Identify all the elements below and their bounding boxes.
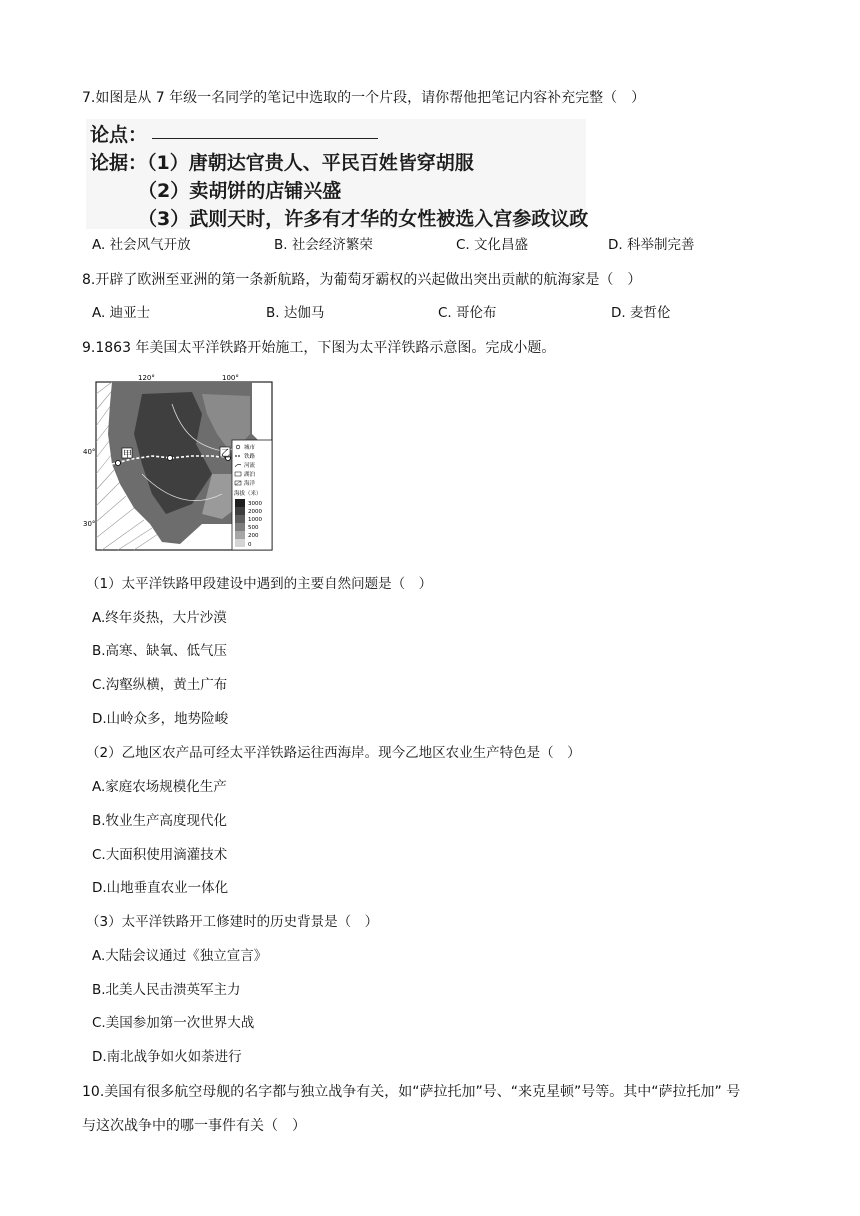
lat-label: 40° xyxy=(83,448,96,456)
q7-options xyxy=(92,236,792,254)
q9-sub2-option-b[interactable]: B.牧业生产高度现代化 xyxy=(92,813,228,829)
q9-sub3-option-a[interactable]: A.大陆会议通过《独立宣言》 xyxy=(92,948,268,964)
q10-stem-line2: 与这次战争中的哪一事件有关（ ） xyxy=(82,1118,306,1134)
q7-note-image xyxy=(86,119,589,230)
q8-options xyxy=(92,304,792,322)
note-evidence-2: （2）卖胡饼的店铺兴盛 xyxy=(138,180,342,202)
city-marker xyxy=(116,461,121,466)
q7-option-c[interactable]: C. 文化昌盛 xyxy=(456,237,529,253)
q8-option-a[interactable]: A. 迪亚士 xyxy=(92,305,151,321)
note-evidence-3: （3）武则天时，许多有才华的女性被选入宫参政议政 xyxy=(138,208,589,230)
note-blank-line xyxy=(152,138,378,139)
q9-sub2-option-d[interactable]: D.山地垂直农业一体化 xyxy=(92,880,229,896)
pacific-railroad-map xyxy=(82,374,278,554)
legend-railroad: 铁路 xyxy=(244,454,256,460)
q9-sub3-option-c[interactable]: C.美国参加第一次世界大战 xyxy=(92,1015,255,1031)
q9-stem: 9.1863 年美国太平洋铁路开始施工，下图为太平洋铁路示意图。完成小题。 xyxy=(82,340,556,356)
q9-sub1-option-a[interactable]: A.终年炎热，大片沙漠 xyxy=(92,610,227,626)
legend-river: 河流 xyxy=(244,463,256,469)
q10-stem-line1: 10.美国有很多航空母舰的名字都与独立战争有关，如“萨拉托加”号、“来克星顿”号等。其中“萨拉托加” 号 xyxy=(82,1084,741,1100)
lon-label: 100° xyxy=(222,374,239,382)
q9-sub1-option-b[interactable]: B.高寒、缺氧、低气压 xyxy=(92,643,228,659)
elevation-tick: 3000 xyxy=(248,501,262,507)
city-marker xyxy=(168,456,173,461)
q9-sub3-option-b[interactable]: B.北美人民击溃英军主力 xyxy=(92,982,241,998)
place-label-yi: 乙 xyxy=(221,449,231,459)
note-evidence-1: 论据：（1）唐朝达官贵人、平民百姓皆穿胡服 xyxy=(90,152,474,174)
q9-sub2-stem: （2）乙地区农产品可经太平洋铁路运往西海岸。现今乙地区农业生产特色是（ ） xyxy=(86,745,581,761)
elevation-scale xyxy=(235,499,245,547)
q9-sub2-option-c[interactable]: C.大面积使用滴灌技术 xyxy=(92,847,228,863)
q8-option-d[interactable]: D. 麦哲伦 xyxy=(611,305,671,321)
q9-sub1-stem: （1）太平洋铁路甲段建设中遇到的主要自然问题是（ ） xyxy=(86,576,433,592)
q9-sub1-option-c[interactable]: C.沟壑纵横，黄土广布 xyxy=(92,677,228,693)
q9-sub1-option-d[interactable]: D.山岭众多，地势险峻 xyxy=(92,711,229,727)
q7-option-d[interactable]: D. 科举制完善 xyxy=(608,237,695,253)
q7-option-b[interactable]: B. 社会经济繁荣 xyxy=(274,237,373,253)
q7-stem: 7.如图是从 7 年级一名同学的笔记中选取的一个片段，请你帮他把笔记内容补充完整（ ） xyxy=(82,90,646,106)
legend-lake: 湖泊 xyxy=(244,472,256,478)
note-thesis-label: 论点： xyxy=(90,124,148,146)
q9-sub3-option-d[interactable]: D.南北战争如火如荼进行 xyxy=(92,1049,242,1065)
legend-elevation-title: 海拔（米） xyxy=(234,491,262,497)
elevation-tick: 1000 xyxy=(248,517,262,523)
place-label-jia: 甲 xyxy=(123,450,133,460)
elevation-tick: 500 xyxy=(248,525,259,531)
legend-city: 城市 xyxy=(244,445,256,451)
q7-option-a[interactable]: A. 社会风气开放 xyxy=(92,237,191,253)
q8-stem: 8.开辟了欧洲至亚洲的第一条新航路，为葡萄牙霸权的兴起做出突出贡献的航海家是（ ） xyxy=(82,272,642,288)
q9-sub3-stem: （3）太平洋铁路开工修建时的历史背景是（ ） xyxy=(86,914,379,930)
elevation-tick: 200 xyxy=(248,533,259,539)
lon-label: 120° xyxy=(138,374,155,382)
lat-label: 30° xyxy=(83,520,96,528)
elevation-tick: 2000 xyxy=(248,509,262,515)
q9-sub2-option-a[interactable]: A.家庭农场规模化生产 xyxy=(92,779,227,795)
elevation-tick: 0 xyxy=(248,542,252,548)
q8-option-b[interactable]: B. 达伽马 xyxy=(266,305,325,321)
q8-option-c[interactable]: C. 哥伦布 xyxy=(438,305,497,321)
legend-ocean: 海洋 xyxy=(244,481,256,487)
